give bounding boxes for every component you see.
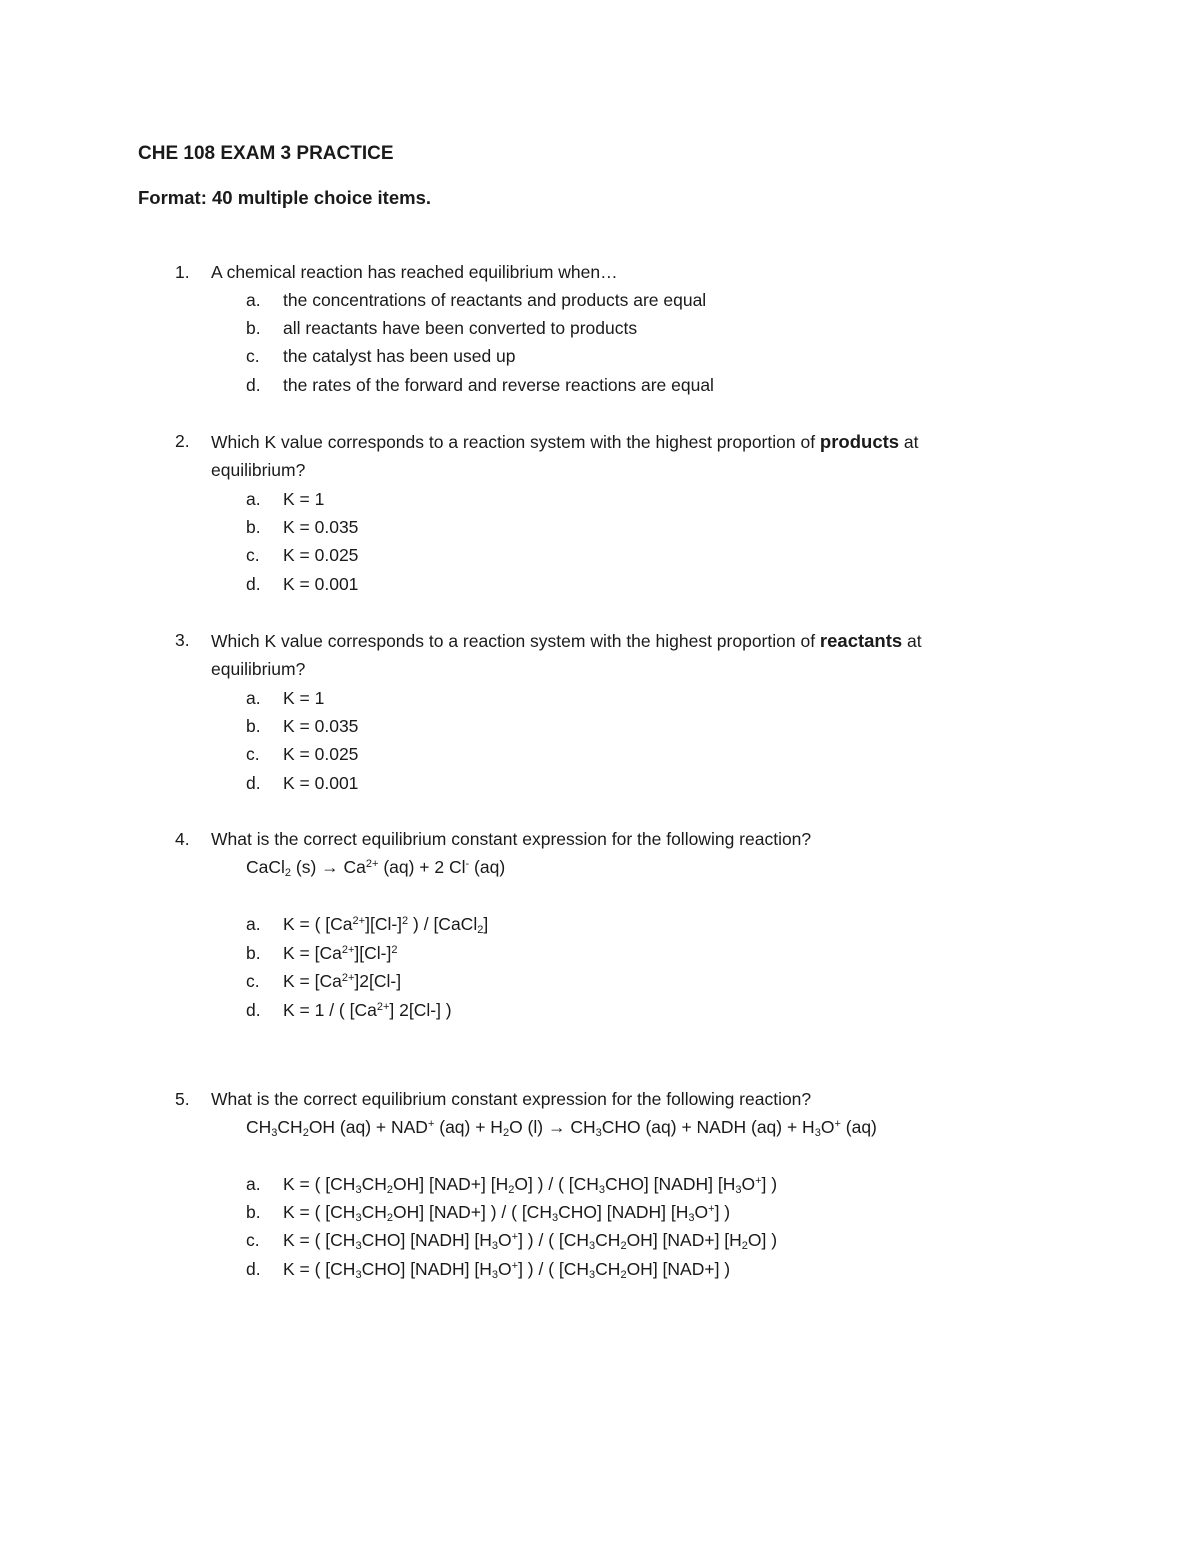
- question-text-continued: equilibrium?: [211, 460, 306, 480]
- option-text: $K = [Ca^{2+}]2[Cl-]$: [283, 971, 402, 991]
- option-letter: c.: [246, 971, 260, 991]
- option-text: K = 1: [283, 688, 325, 708]
- option-text: K = 0.001: [283, 773, 359, 793]
- option-letter: a.: [246, 1174, 261, 1194]
- option-text: K = 1 / ( $[Ca^{2+}]$ 2[Cl-] ): [283, 1000, 452, 1020]
- option-letter: b.: [246, 1202, 261, 1222]
- option-letter: c.: [246, 545, 260, 565]
- option-text: K = 0.025: [283, 744, 359, 764]
- option-text: the rates of the forward and reverse reactions are equal: [283, 375, 714, 395]
- question-number: 1.: [175, 262, 190, 282]
- question-number: 2.: [175, 431, 190, 451]
- question-text-part: at: [899, 432, 919, 452]
- question-text-part: at: [902, 631, 922, 651]
- question-text: [211, 630, 1031, 652]
- question-text: What is the correct equilibrium constant expression for the following reaction?: [211, 1089, 812, 1109]
- option-text: all reactants have been converted to products: [283, 318, 638, 338]
- option-letter: c.: [246, 744, 260, 764]
- option-letter: a.: [246, 688, 261, 708]
- option-text: K = ( $[CH_3CH_2OH]$ [NAD+] $[H_2O]$ ) / ( $[CH_3CHO]$ [NADH] $[H_3O^+]$ ): [283, 1174, 778, 1196]
- reaction-equation: $CH_3CH_2OH$ (aq) + NAD+ $(aq) + H_2O$ $(l) \to CH_3CHO$ (aq) + NADH $(aq) + H_3O^+$ (aq): [246, 1117, 877, 1139]
- option-text: the catalyst has been used up: [283, 346, 516, 366]
- question-text: A chemical reaction has reached equilibrium when…: [211, 262, 618, 282]
- option-text: the concentrations of reactants and products are equal: [283, 290, 707, 310]
- question-number: 5.: [175, 1089, 190, 1109]
- option-text: $K = [Ca^{2+}][Cl-]^2$: [283, 943, 398, 963]
- option-text: K = ( $[CH_3CH_2OH]$ [NAD+] ) / ( $[CH_3CHO]$ [NADH] $[H_3O^+]$ ): [283, 1202, 731, 1224]
- document-title: CHE 108 EXAM 3 PRACTICE: [138, 143, 394, 164]
- question-number: 3.: [175, 630, 190, 650]
- option-letter: b.: [246, 318, 261, 338]
- option-letter: d.: [246, 375, 261, 395]
- question-text: [211, 431, 1031, 453]
- option-text: K = ( $[CH_3CHO]$ [NADH] $[H_3O^+]$ ) / ( $[CH_3CH_2OH]$ [NAD+] $[H_2O]$ ): [283, 1230, 778, 1252]
- option-letter: d.: [246, 1259, 261, 1279]
- reaction-equation: CaCl$_2$ $(s) \to Ca^{2+}$ (aq) + 2 Cl- (aq): [246, 857, 506, 879]
- option-letter: b.: [246, 517, 261, 537]
- option-letter: b.: [246, 716, 261, 736]
- option-text: K = ( $[Ca^{2+}][Cl-]^2$ ) / [CaCl$_2$]: [283, 914, 489, 936]
- format-label: Format:: [138, 187, 207, 208]
- question-number: 4.: [175, 829, 190, 849]
- option-letter: c.: [246, 1230, 260, 1250]
- emphasis-word: products: [819, 431, 900, 452]
- question-text-part: Which K value corresponds to a reaction system with the highest proportion of: [211, 631, 820, 651]
- option-letter: b.: [246, 943, 261, 963]
- option-text: K = 0.035: [283, 716, 359, 736]
- option-letter: d.: [246, 773, 261, 793]
- option-text: K = 0.025: [283, 545, 359, 565]
- option-text: K = 1: [283, 489, 325, 509]
- option-text: K = ( $[CH_3CHO]$ [NADH] $[H_3O^+]$ ) / ( $[CH_3CH_2OH]$ [NAD+] ): [283, 1259, 731, 1281]
- option-text: K = 0.035: [283, 517, 359, 537]
- emphasis-word: reactants: [819, 630, 903, 651]
- option-letter: a.: [246, 290, 261, 310]
- format-value: 40 multiple choice items.: [212, 187, 432, 208]
- option-letter: d.: [246, 1000, 261, 1020]
- option-letter: a.: [246, 489, 261, 509]
- option-letter: d.: [246, 574, 261, 594]
- option-text: K = 0.001: [283, 574, 359, 594]
- option-letter: a.: [246, 914, 261, 934]
- question-text-part: Which K value corresponds to a reaction system with the highest proportion of: [211, 432, 820, 452]
- question-text-continued: equilibrium?: [211, 659, 306, 679]
- format-line: [138, 187, 431, 209]
- option-letter: c.: [246, 346, 260, 366]
- question-text: What is the correct equilibrium constant expression for the following reaction?: [211, 829, 812, 849]
